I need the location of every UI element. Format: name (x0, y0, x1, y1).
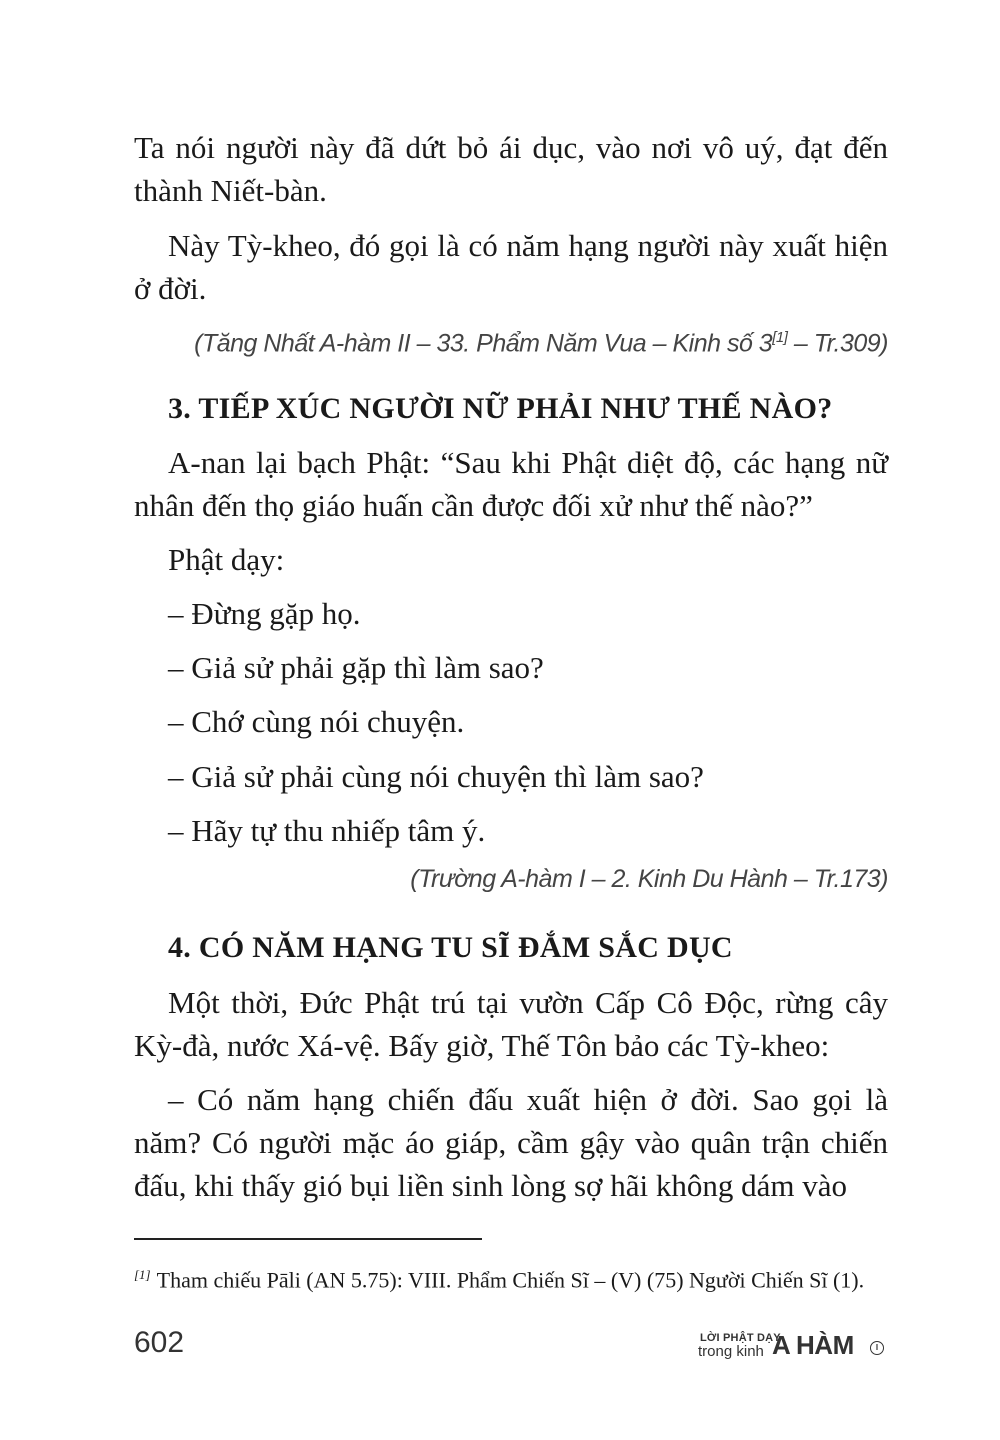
paragraph-five-kinds: Này Tỳ-kheo, đó gọi là có năm hạng người này xuất hiện ở đời. (134, 228, 888, 306)
footnote-text: Tham chiếu Pāli (AN 5.75): VIII. Phẩm Chiến Sĩ – (V) (75) Người Chiến Sĩ (1). (156, 1267, 865, 1293)
footnote-divider (134, 1238, 482, 1240)
dialog-line: – Giả sử phải cùng nói chuyện thì làm sao? (168, 759, 704, 794)
citation-tang-nhat (194, 322, 888, 359)
book-logo (698, 1328, 888, 1366)
paragraph-nirvana: Ta nói người này đã dứt bỏ ái dục, vào nơi vô uý, đạt đến thành Niết-bàn. (134, 130, 888, 208)
logo-line-2: trong kinh (698, 1343, 764, 1360)
paragraph-ananda-question: A-nan lại bạch Phật: “Sau khi Phật diệt độ, các hạng nữ nhân đến thọ giáo huấn cần được đối xử như thế nào?” (134, 445, 888, 523)
dialog-line: – Chớ cùng nói chuyện. (168, 704, 465, 739)
volume-badge: I (870, 1341, 884, 1355)
logo-title: A HÀM (772, 1330, 854, 1360)
paragraph-five-warriors: – Có năm hạng chiến đấu xuất hiện ở đời. Sao gọi là năm? Có người mặc áo giáp, cầm gậy vào quân trận chiến đấu, khi thấy gió bụi liền sinh lòng sợ hãi không dám vào (134, 1082, 888, 1203)
dialog-line: – Giả sử phải gặp thì làm sao? (168, 650, 544, 685)
footnote (134, 1260, 894, 1295)
page-number: 602 (134, 1326, 185, 1359)
citation-tail: – Tr.309) (787, 329, 888, 358)
footnote-marker: [1] (134, 1267, 151, 1282)
paragraph-jeta-grove: Một thời, Đức Phật trú tại vườn Cấp Cô Độc, rừng cây Kỳ-đà, nước Xá-vệ. Bấy giờ, Thế Tôn bảo các Tỳ-kheo: (134, 985, 888, 1063)
citation-text: (Tăng Nhất A-hàm II – 33. Phẩm Năm Vua – Kinh số 3 (194, 329, 773, 358)
section-4-heading: 4. CÓ NĂM HẠNG TU SĨ ĐẮM SẮC DỤC (168, 931, 733, 964)
dialog-line: – Đừng gặp họ. (168, 596, 361, 631)
paragraph-buddha-taught: Phật dạy: (168, 542, 285, 577)
footnote-reference: [1] (772, 329, 788, 346)
section-3-heading: 3. TIẾP XÚC NGƯỜI NỮ PHẢI NHƯ THẾ NÀO? (168, 392, 833, 425)
citation-truong-a-ham: (Trường A-hàm I – 2. Kinh Du Hành – Tr.173) (410, 865, 888, 893)
logo-line-1: LỜI PHẬT DẠY (700, 1332, 781, 1344)
dialog-line: – Hãy tự thu nhiếp tâm ý. (168, 813, 486, 848)
